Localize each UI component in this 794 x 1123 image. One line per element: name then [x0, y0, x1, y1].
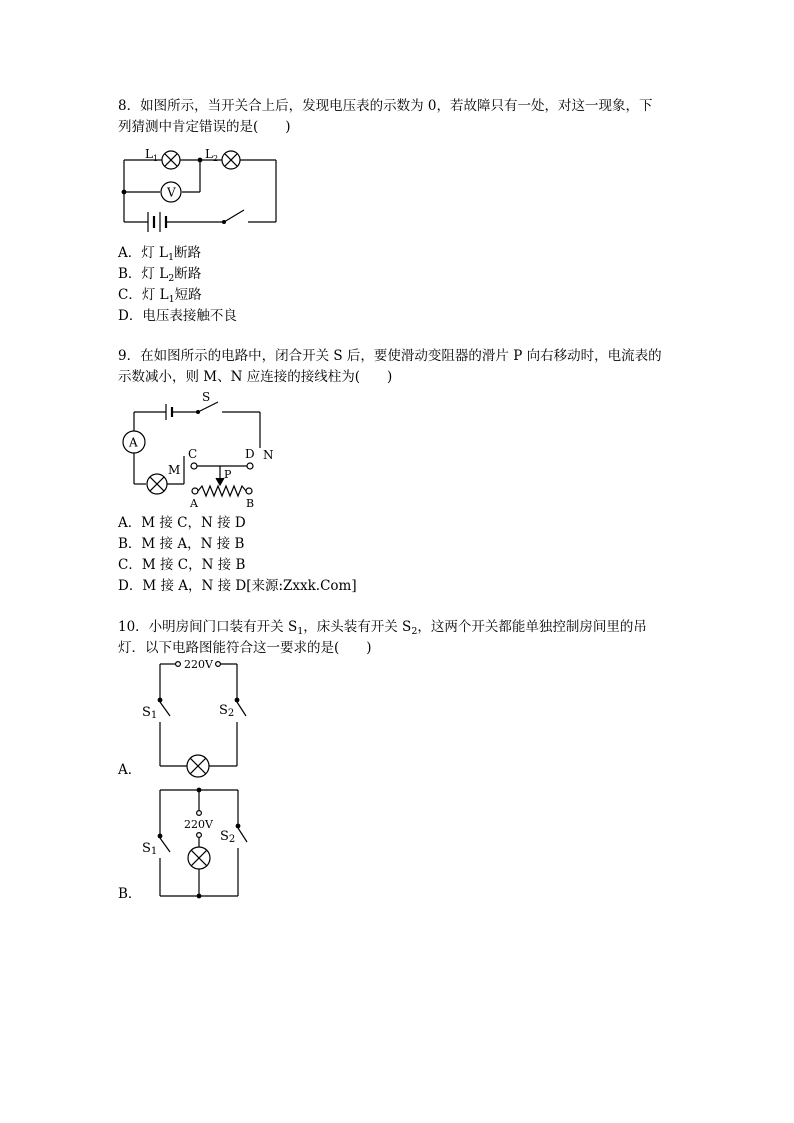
- question-9-option-d[interactable]: D．M 接 A，N 接 D[来源:Zxxk.Com]: [118, 578, 357, 594]
- question-10-option-a-label[interactable]: A．: [118, 762, 142, 778]
- figure-b-voltage: 220V: [184, 818, 213, 831]
- figure-a-s1-label: S1: [142, 705, 158, 721]
- switch-s-label: S: [202, 390, 211, 404]
- question-9-option-b[interactable]: B．M 接 A，N 接 B: [118, 536, 245, 552]
- question-10-line-2: 灯．以下电路图能符合这一要求的是( ): [118, 640, 372, 656]
- ammeter-label: A: [129, 435, 138, 450]
- figure-b-s1-label: S1: [142, 841, 158, 857]
- lamp-l2-label: $L_2$: [205, 147, 219, 163]
- voltmeter-label: V: [167, 185, 176, 200]
- terminal-a-label: A: [190, 497, 198, 510]
- question-8-line-1: 8．如图所示，当开关合上后，发现电压表的示数为 0，若故障只有一处，对这一现象，下: [118, 98, 653, 114]
- question-8-option-a[interactable]: A．灯 $L_1$断路: [118, 245, 202, 263]
- terminal-b-label: B: [246, 497, 255, 510]
- figure-a-s2-label: S2: [219, 703, 235, 719]
- figure-b-s2-label: S2: [220, 829, 236, 845]
- terminal-m-label: M: [168, 463, 181, 477]
- question-8-line-2: 列猜测中肯定错误的是( ): [118, 119, 291, 135]
- lamp-l1-label: $L_1$: [145, 147, 159, 163]
- terminal-c-label: C: [188, 447, 198, 461]
- question-9-option-c[interactable]: C．M 接 C，N 接 B: [118, 557, 246, 573]
- slider-p-label: P: [224, 468, 232, 481]
- terminal-d-label: D: [245, 447, 255, 461]
- question-9-line-1: 9．在如图所示的电路中，闭合开关 S 后，要使滑动变阻器的滑片 P 向右移动时，电流表的: [118, 348, 662, 364]
- question-8-option-b[interactable]: B．灯 $L_2$断路: [118, 266, 202, 284]
- question-9-option-a[interactable]: A．M 接 C，N 接 D: [118, 515, 246, 531]
- question-8-option-d[interactable]: D．电压表接触不良: [118, 308, 237, 324]
- question-10-line-1: 10．小明房间门口装有开关 $S_1$，床头装有开关 $S_2$，这两个开关都能单独控制房间里的吊: [118, 619, 647, 637]
- figure-a-voltage: 220V: [184, 658, 213, 671]
- question-10-option-b-label[interactable]: B．: [118, 886, 142, 902]
- question-9-line-2: 示数减小，则 M、N 应连接的接线柱为( ): [118, 369, 393, 385]
- terminal-n-label: N: [263, 448, 274, 462]
- question-8-option-c[interactable]: C．灯 $L_1$短路: [118, 287, 202, 305]
